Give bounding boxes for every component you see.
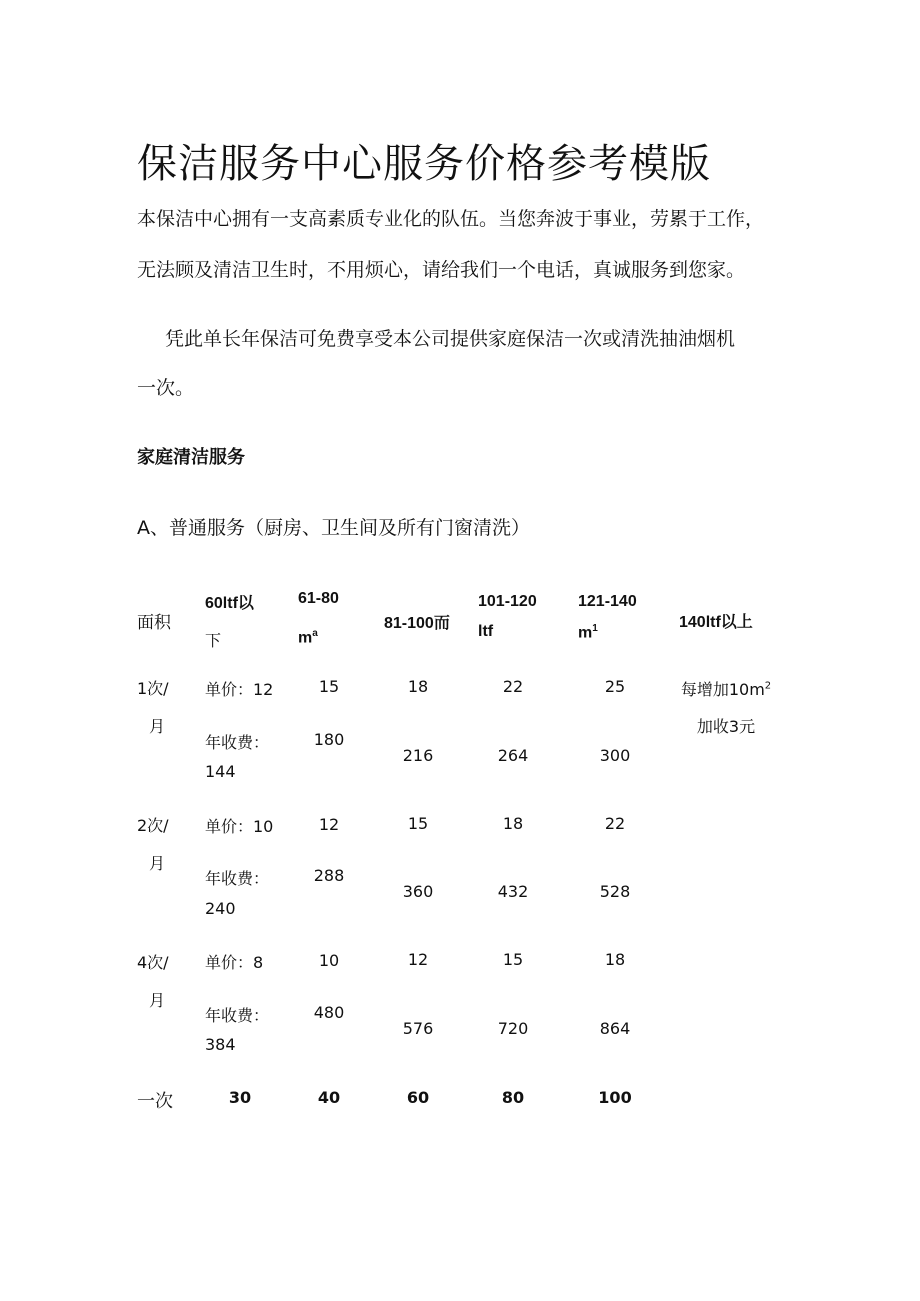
unit-price-cell: 18 xyxy=(407,677,429,696)
header-col-1-line-2: 下 xyxy=(205,631,222,650)
header-col-2-line-2: $m^a$ xyxy=(298,628,318,647)
section-heading: 家庭清洁服务 xyxy=(137,447,245,468)
header-col-1-line-1: 60ltf以 xyxy=(205,595,254,612)
unit-price-cell: 15 xyxy=(502,950,524,969)
unit-price-cell: 18 xyxy=(604,950,626,969)
unit-price-cell: 18 xyxy=(502,814,524,833)
intro-paragraph-line: 无法顾及清洁卫生时，不用烦心，请给我们一个电话，真诚服务到您家。 xyxy=(137,259,746,281)
offer-paragraph-line: 凭此单长年保洁可免费享受本公司提供家庭保洁一次或清洗抽油烟机 xyxy=(165,328,736,350)
header-col-2-line-1: 61-80 xyxy=(298,590,339,607)
header-col-3: 81-100而 xyxy=(384,615,450,632)
annual-fee-label: 年收费： xyxy=(205,733,270,752)
unit-price-cell: 22 xyxy=(502,677,524,696)
offer-paragraph-line: 一次。 xyxy=(137,377,195,399)
annual-fee-cell: 576 xyxy=(402,1019,434,1038)
annual-fee-cell: 300 xyxy=(599,746,631,765)
annual-fee-cell: 216 xyxy=(402,746,434,765)
annual-fee-label-value: 384 xyxy=(205,1035,236,1054)
annual-fee-cell: 288 xyxy=(313,866,345,885)
frequency-label: 4次/ xyxy=(137,953,169,972)
annual-fee-cell: 180 xyxy=(313,730,345,749)
unit-price-cell: 12 xyxy=(318,815,340,834)
header-col-5-line-1: 121-140 xyxy=(578,593,637,610)
sub-heading: A、普通服务（厨房、卫生间及所有门窗清洗） xyxy=(137,517,530,539)
annual-fee-cell: 864 xyxy=(599,1019,631,1038)
unit-price-label: 单价：8 xyxy=(205,953,264,972)
annual-fee-label: 年收费： xyxy=(205,1006,270,1025)
unit-price-cell: 10 xyxy=(318,951,340,970)
annual-fee-cell: 432 xyxy=(497,882,529,901)
unit-price-cell: 22 xyxy=(604,814,626,833)
annual-fee-cell: 528 xyxy=(599,882,631,901)
frequency-label: 2次/ xyxy=(137,816,169,835)
unit-price-cell: 15 xyxy=(407,814,429,833)
annual-fee-cell: 720 xyxy=(497,1019,529,1038)
header-col-5-line-2: $m^1$ xyxy=(578,623,598,642)
extra-charge-note: 每增加$10m^2$ xyxy=(680,680,772,699)
unit-price-label: 单价：12 xyxy=(205,680,274,699)
header-col-4-line-1: 101-120 xyxy=(478,593,537,610)
annual-fee-label: 年收费： xyxy=(205,869,270,888)
unit-price-cell: 15 xyxy=(318,677,340,696)
annual-fee-label-value: 240 xyxy=(205,899,236,918)
annual-fee-cell: 264 xyxy=(497,746,529,765)
frequency-label: 1次/ xyxy=(137,679,169,698)
intro-paragraph-line: 本保洁中心拥有一支高素质专业化的队伍。当您奔波于事业，劳累于工作， xyxy=(137,208,765,230)
once-price-cell: 60 xyxy=(406,1088,430,1107)
unit-price-label: 单价：10 xyxy=(205,817,274,836)
frequency-label: 月 xyxy=(149,717,166,736)
annual-fee-label-value: 144 xyxy=(205,762,236,781)
once-price-cell: 80 xyxy=(501,1088,525,1107)
page-title: 保洁服务中心服务价格参考模版 xyxy=(137,141,711,187)
header-col-4-line-2: ltf xyxy=(478,623,494,640)
once-price-cell: 30 xyxy=(228,1088,252,1107)
unit-price-cell: 12 xyxy=(407,950,429,969)
unit-price-cell: 25 xyxy=(604,677,626,696)
header-area-label: 面积 xyxy=(137,613,171,633)
frequency-label: 月 xyxy=(149,854,166,873)
once-price-cell: 100 xyxy=(598,1088,632,1107)
once-price-cell: 40 xyxy=(317,1088,341,1107)
once-label: 一次 xyxy=(137,1091,173,1112)
frequency-label: 月 xyxy=(149,991,166,1010)
extra-charge-note: 加收3元 xyxy=(696,717,756,736)
header-col-6: 140ltf以上 xyxy=(679,614,753,631)
annual-fee-cell: 480 xyxy=(313,1003,345,1022)
annual-fee-cell: 360 xyxy=(402,882,434,901)
